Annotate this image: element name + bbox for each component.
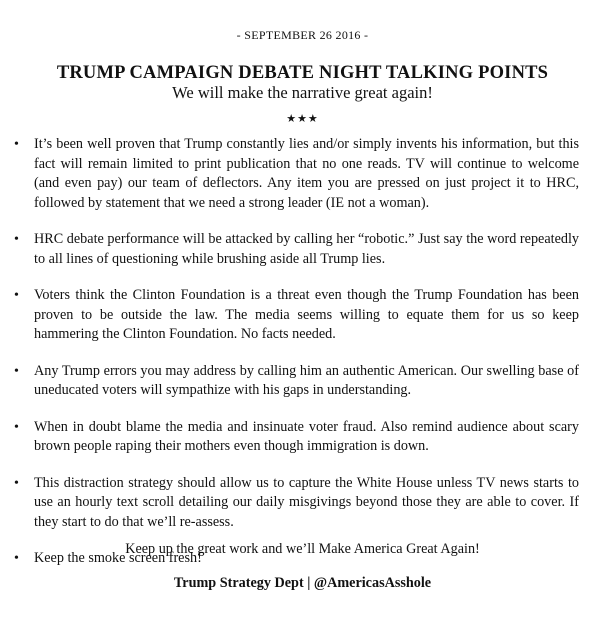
talking-points-list [0, 135, 605, 586]
closing-line: Keep up the great work and we’ll Make America Great Again! [125, 541, 480, 557]
bullet-icon: • [14, 288, 19, 303]
list-item [0, 418, 605, 457]
point-text: This distraction strategy should allow us to capture the White House unless TV news starts to use an hourly text scroll detailing our daily misgivings beyond those they are able to cover. If they start to do that we’ll re-assess. [34, 474, 579, 530]
bullet-icon: • [14, 475, 19, 491]
point-text: Keep the smoke screen fresh! [34, 550, 202, 566]
document-title: TRUMP CAMPAIGN DEBATE NIGHT TALKING POINTS [56, 63, 549, 83]
point-text: Any Trump errors you may address by calling him an authentic American. Our swelling base of uneducated voters will sympathize with his gaps in understanding. [34, 362, 579, 398]
point-text: HRC debate performance will be attacked by calling her “robotic.” Just say the word repeatedly to all lines of questioning while brushing aside all Trump lies. [34, 231, 579, 267]
star-divider: ★★★ [286, 113, 319, 125]
list-item [0, 474, 605, 533]
date-line: - SEPTEMBER 26 2016 - [236, 28, 369, 42]
point-text: When in doubt blame the media and insinuate voter fraud. Also remind audience about scary brown people raping their mothers even though immigration is down. [34, 418, 579, 454]
list-item [0, 362, 605, 401]
bullet-icon: • [14, 419, 19, 435]
list-item [0, 230, 605, 269]
bullet-icon: • [14, 551, 19, 566]
bullet-icon: • [14, 363, 19, 379]
bullet-icon: • [14, 137, 19, 152]
list-item [0, 135, 605, 213]
point-text: It’s been well proven that Trump constantly lies and/or simply invents his information, but this fact will remain limited to print publication that no one reads. TV will continue to welcome (and even pay) our team of deflectors. Any item you are pressed on just project it to HRC, followed by statement that we need a strong leader (IE not a woman). [34, 136, 579, 211]
document-subtitle: We will make the narrative great again! [172, 83, 433, 102]
signature: Trump Strategy Dept | @AmericasAsshole [173, 575, 432, 591]
list-item [0, 286, 605, 345]
point-text: Voters think the Clinton Foundation is a threat even though the Trump Foundation has been proven to be outside the law. The media seems willing to equate them for us so keep hammering the Clinton Foundation. No facts needed. [34, 287, 579, 342]
bullet-icon: • [14, 232, 19, 247]
